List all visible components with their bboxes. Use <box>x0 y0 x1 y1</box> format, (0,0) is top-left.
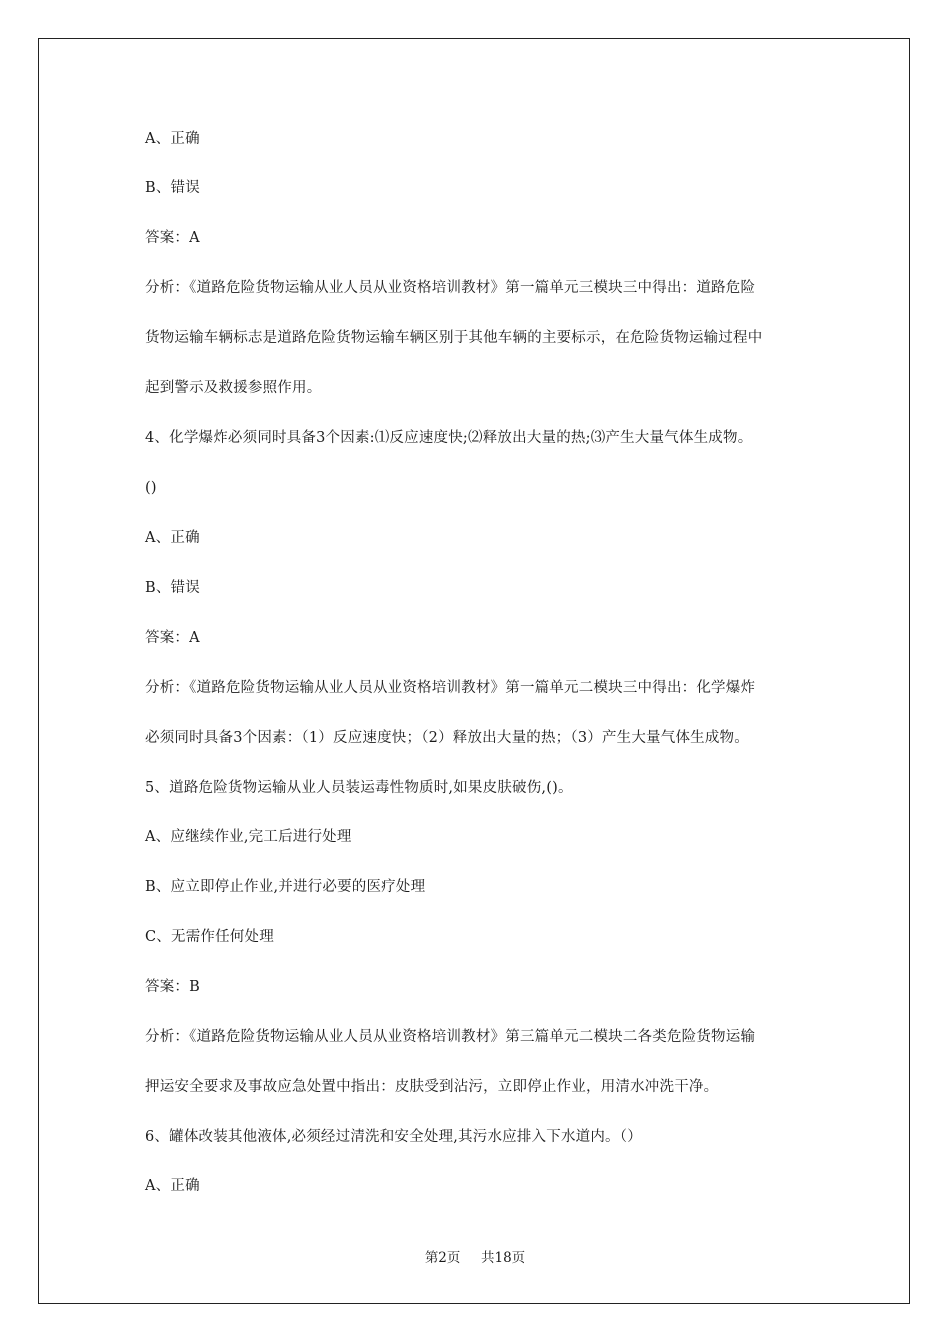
q6-question: 6、罐体改装其他液体,必须经过清洗和安全处理,其污水应排入下水道内。（） <box>145 1129 642 1145</box>
q3-analysis-line-2: 货物运输车辆标志是道路危险货物运输车辆区别于其他车辆的主要标示，在危险货物运输过程中 <box>145 330 763 346</box>
q3-answer: 答案：A <box>145 230 200 246</box>
page-number: 第2页 <box>424 1250 461 1266</box>
q6-option-a: A、正确 <box>145 1178 200 1194</box>
q5-question: 5、道路危险货物运输从业人员装运毒性物质时,如果皮肤破伤,()。 <box>145 780 573 796</box>
q4-answer: 答案：A <box>145 630 200 646</box>
q4-analysis-line-1: 分析：《道路危险货物运输从业人员从业资格培训教材》第一篇单元二模块三中得出：化学爆炸 <box>145 680 756 696</box>
q5-answer: 答案：B <box>145 979 200 995</box>
page-total: 共18页 <box>481 1250 526 1266</box>
q3-analysis-line-3: 起到警示及救援参照作用。 <box>145 380 322 396</box>
q3-option-a: A、正确 <box>145 131 200 147</box>
q4-option-b: B、错误 <box>145 580 200 596</box>
q3-analysis-line-1: 分析：《道路危险货物运输从业人员从业资格培训教材》第一篇单元三模块三中得出：道路危险 <box>145 280 756 296</box>
q5-option-c: C、无需作任何处理 <box>145 929 274 945</box>
q4-question: 4、化学爆炸必须同时具备3个因素:⑴反应速度快;⑵释放出大量的热;⑶产生大量气体生成物。 <box>145 430 753 446</box>
q5-option-b: B、应立即停止作业,并进行必要的医疗处理 <box>145 879 426 895</box>
q5-analysis-line-1: 分析：《道路危险货物运输从业人员从业资格培训教材》第三篇单元二模块二各类危险货物运输 <box>145 1029 756 1045</box>
q5-option-a: A、应继续作业,完工后进行处理 <box>145 829 352 845</box>
q3-option-b: B、错误 <box>145 180 200 196</box>
q5-analysis-line-2: 押运安全要求及事故应急处置中指出：皮肤受到沾污，立即停止作业，用清水冲洗干净。 <box>145 1079 719 1095</box>
page-footer <box>0 1249 950 1267</box>
q4-question-bracket: () <box>145 480 157 496</box>
q4-analysis-line-2: 必须同时具备3个因素：（1）反应速度快；（2）释放出大量的热；（3）产生大量气体生成物。 <box>145 730 749 746</box>
q4-option-a: A、正确 <box>145 530 200 546</box>
